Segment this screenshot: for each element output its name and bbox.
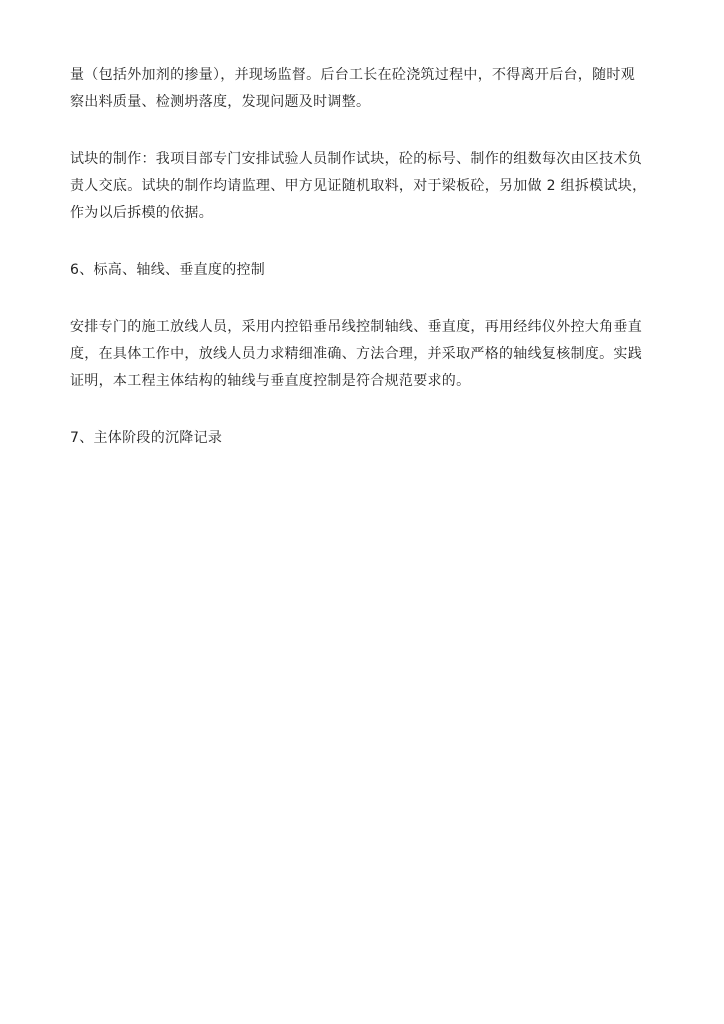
text-line: 作为以后拆模的依据。 <box>70 205 213 221</box>
document-body <box>70 62 670 482</box>
paragraph-axis-control <box>70 314 670 395</box>
text-line: 察出料质量、检测坍落度，发现问题及时调整。 <box>70 94 371 110</box>
text-line: 度，在具体工作中，放线人员力求精细准确、方法合理，并采取严格的轴线复核制度。实践 <box>70 346 642 362</box>
paragraph-test-blocks <box>70 146 670 227</box>
text-line: 责人交底。试块的制作均请监理、甲方见证随机取料，对于梁板砼，另加做 2 组拆模试块， <box>70 178 647 194</box>
paragraph-supervision <box>70 62 670 116</box>
text-line: 证明，本工程主体结构的轴线与垂直度控制是符合规范要求的。 <box>70 373 471 389</box>
text-line: 安排专门的施工放线人员，采用内控铅垂吊线控制轴线、垂直度，再用经纬仪外控大角垂直 <box>70 319 642 335</box>
section-heading-6: 6、标高、轴线、垂直度的控制 <box>70 262 266 278</box>
text-line: 量（包括外加剂的掺量），并现场监督。后台工长在砼浇筑过程中，不得离开后台，随时观 <box>70 67 635 83</box>
text-line: 试块的制作：我项目部专门安排试验人员制作试块，砼的标号、制作的组数每次由区技术负 <box>70 151 642 167</box>
section-heading-7: 7、主体阶段的沉降记录 <box>70 430 223 446</box>
